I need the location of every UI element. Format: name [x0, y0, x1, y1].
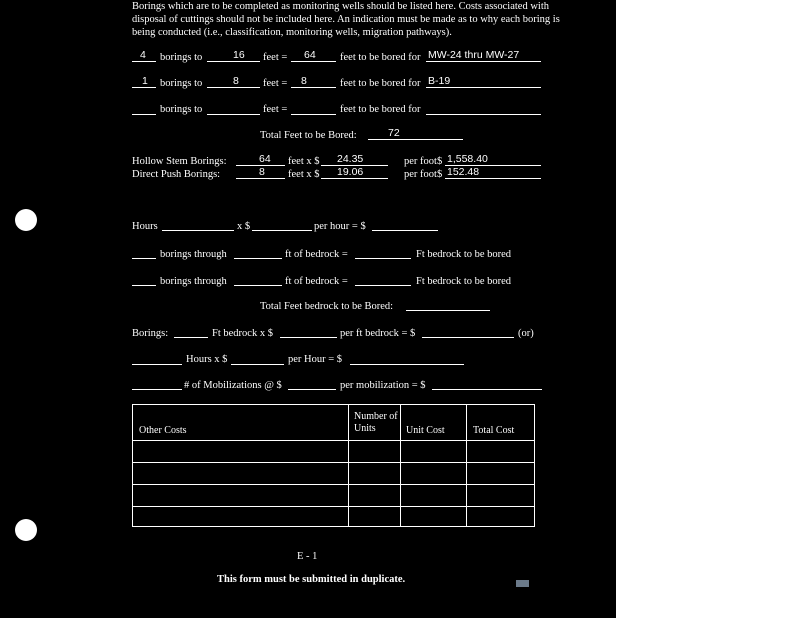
punch-hole — [15, 209, 37, 231]
hollow-stem-feet: 64 — [259, 153, 271, 165]
total-feet-value: 72 — [388, 127, 400, 139]
intro-line: disposal of cuttings should not be included here. An indication must be made as to why each boring is — [132, 14, 560, 25]
direct-push-feet: 8 — [259, 166, 265, 178]
borings-colon-label: Borings: — [132, 328, 169, 339]
stamp-mark — [516, 580, 529, 587]
footer-note: This form must be submitted in duplicate. — [217, 574, 406, 585]
borings-through-label: borings through — [160, 249, 227, 260]
borings-to-label: borings to — [160, 78, 203, 89]
table-header: Other Costs — [139, 425, 187, 436]
ft-of-bedrock-label: ft of bedrock = — [285, 276, 348, 287]
intro-line: Borings which are to be completed as monitoring wells should be listed here. Costs associated with — [132, 1, 550, 12]
to-be-bored-label: feet to be bored for — [340, 104, 421, 115]
boring-count: 1 — [142, 75, 148, 87]
hours-label: Hours — [132, 221, 158, 232]
per-ft-bedrock-label: per ft bedrock = $ — [340, 328, 416, 339]
boring-total: 64 — [304, 49, 316, 61]
borings-through-label: borings through — [160, 276, 227, 287]
punch-hole — [15, 519, 37, 541]
ft-bedrock-bored-label: Ft bedrock to be bored — [416, 276, 512, 287]
direct-push-cost: 152.48 — [447, 166, 480, 178]
to-be-bored-label: feet to be bored for — [340, 52, 421, 63]
or-label: (or) — [518, 328, 534, 339]
table-header: Unit Cost — [406, 425, 445, 436]
boring-depth: 16 — [233, 49, 245, 61]
boring-purpose: MW-24 thru MW-27 — [428, 49, 520, 61]
borings-to-label: borings to — [160, 52, 203, 63]
boring-count: 4 — [140, 49, 146, 61]
feet-x-label: feet x $ — [288, 169, 320, 180]
per-hour-label: per Hour = $ — [288, 354, 343, 365]
hollow-stem-rate: 24.35 — [337, 153, 364, 165]
table-header: Total Cost — [473, 425, 515, 436]
borings-to-label: borings to — [160, 104, 203, 115]
direct-push-label: Direct Push Borings: — [132, 169, 221, 180]
mobilizations-label: # of Mobilizations @ $ — [184, 380, 282, 391]
to-be-bored-label: feet to be bored for — [340, 78, 421, 89]
ft-of-bedrock-label: ft of bedrock = — [285, 249, 348, 260]
total-bedrock-label: Total Feet bedrock to be Bored: — [260, 301, 394, 312]
direct-push-rate: 19.06 — [337, 166, 364, 178]
other-costs-table — [132, 404, 535, 527]
feet-x-label: feet x $ — [288, 156, 320, 167]
boring-total: 8 — [301, 75, 307, 87]
boring-purpose: B-19 — [428, 75, 451, 87]
dollar-sign: $ — [437, 169, 443, 180]
feet-eq-label: feet = — [263, 104, 288, 115]
boring-depth: 8 — [233, 75, 239, 87]
ft-bedrock-x-label: Ft bedrock x $ — [212, 328, 273, 339]
hollow-stem-label: Hollow Stem Borings: — [132, 156, 227, 167]
hours-x-label: Hours x $ — [186, 354, 228, 365]
hollow-stem-cost: 1,558.40 — [447, 153, 488, 165]
feet-eq-label: feet = — [263, 78, 288, 89]
ft-bedrock-bored-label: Ft bedrock to be bored — [416, 249, 512, 260]
per-foot-label: per foot — [404, 156, 437, 167]
page-number: E - 1 — [297, 551, 318, 562]
intro-line: being conducted (i.e., classification, monitoring wells, migration pathways). — [132, 27, 452, 38]
table-header: Number of Units — [354, 411, 398, 434]
per-mobilization-label: per mobilization = $ — [340, 380, 426, 391]
per-hour-label: per hour = $ — [314, 221, 366, 232]
dollar-sign: $ — [437, 156, 443, 167]
total-feet-label: Total Feet to be Bored: — [260, 130, 357, 141]
per-foot-label: per foot — [404, 169, 437, 180]
feet-eq-label: feet = — [263, 52, 288, 63]
x-dollar-label: x $ — [237, 221, 251, 232]
